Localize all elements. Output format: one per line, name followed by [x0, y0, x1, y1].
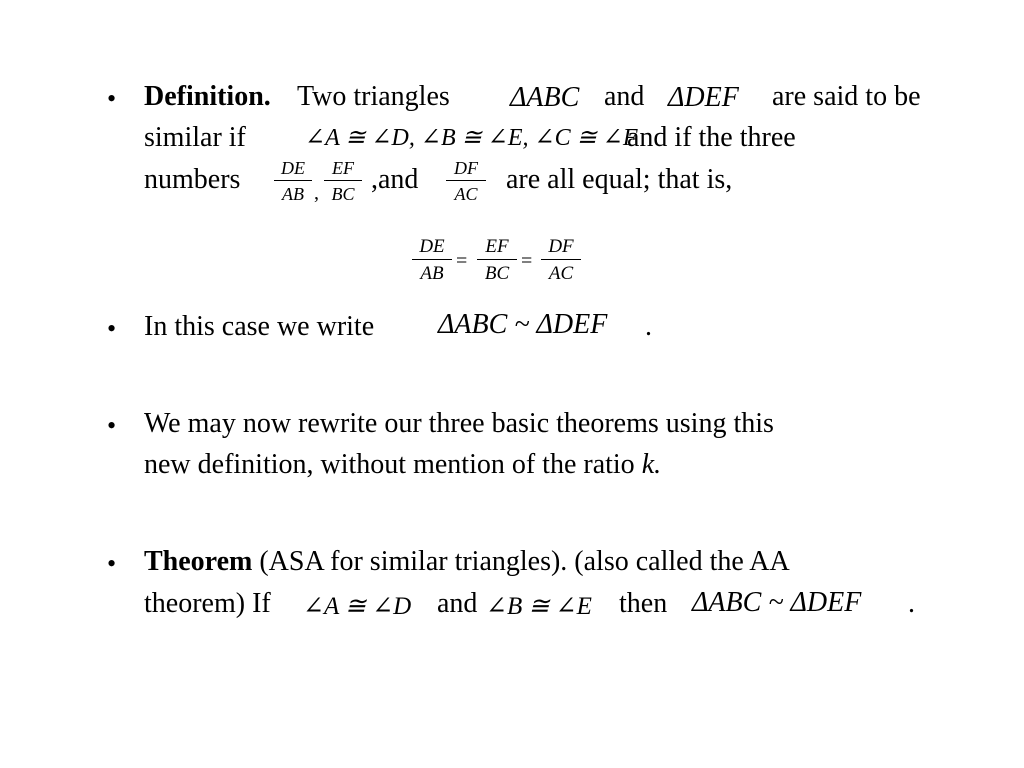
triangle-def: ΔDEF — [668, 82, 739, 113]
definition-text-a: Two triangles — [297, 81, 450, 112]
fraction-bar — [324, 180, 362, 181]
notation-text: In this case we write — [144, 311, 375, 342]
ratio-k: k — [641, 449, 655, 480]
theorem-period: . — [908, 588, 915, 619]
definition-and-2: ,and — [371, 164, 419, 195]
fraction-denominator: BC — [484, 263, 510, 284]
fraction-numerator: EF — [485, 236, 509, 257]
fraction-denominator: AB — [420, 263, 444, 284]
fraction-numerator: EF — [332, 158, 354, 178]
definition-numbers: numbers — [144, 164, 241, 195]
fraction-comma: , — [314, 182, 319, 204]
fraction-denominator: AC — [454, 184, 478, 204]
fraction-bar — [446, 180, 486, 181]
definition-and: and — [604, 81, 645, 112]
bullet-2: • — [107, 314, 117, 343]
equation-fraction-de-ab — [412, 237, 452, 283]
rewrite-text-line-2 — [144, 451, 661, 479]
fraction-denominator: AC — [548, 263, 574, 284]
theorem-label: Theorem — [144, 546, 253, 577]
fraction-numerator: DF — [454, 158, 478, 178]
fraction-numerator: DE — [419, 236, 445, 257]
theorem-line-1-text: (ASA for similar triangles). (also called the AA — [252, 546, 790, 577]
definition-text-e: and if the three — [627, 122, 796, 153]
fraction-numerator: DF — [548, 236, 574, 257]
theorem-line-2-start: theorem) If — [144, 588, 271, 619]
bullet-1: • — [107, 84, 117, 113]
fraction-denominator: BC — [331, 184, 355, 204]
notation-period: . — [645, 311, 652, 342]
triangle-abc: ΔABC — [510, 82, 580, 113]
equation-fraction-ef-bc — [477, 237, 517, 283]
fraction-bar — [274, 180, 312, 181]
angle-a-congruent-d: ∠A ≅ ∠D — [303, 593, 412, 620]
angle-congruences: ∠A ≅ ∠D, ∠B ≅ ∠E, ∠C ≅ ∠F — [305, 125, 638, 151]
definition-text-c: are said to be — [772, 81, 921, 112]
fraction-bar — [541, 259, 581, 260]
equals-sign: = — [456, 250, 468, 272]
fraction-ef-bc — [324, 159, 362, 203]
theorem-then: then — [619, 588, 668, 619]
rewrite-text-line-1: We may now rewrite our three basic theorems using this — [144, 408, 774, 439]
fraction-denominator: AB — [282, 184, 304, 204]
equals-sign: = — [521, 250, 533, 272]
angle-b-congruent-e: ∠B ≅ ∠E — [486, 593, 592, 620]
rewrite-text-line-2-main: new definition, without mention of the ratio — [144, 449, 635, 480]
similarity-notation: ΔABC ~ ΔDEF — [438, 309, 608, 340]
theorem-and: and — [437, 588, 478, 619]
bullet-3: • — [107, 411, 117, 440]
fraction-df-ac — [446, 159, 486, 203]
fraction-numerator: DE — [281, 158, 305, 178]
fraction-bar — [477, 259, 517, 260]
fraction-bar — [412, 259, 452, 260]
equation-fraction-df-ac — [541, 237, 581, 283]
definition-label: Definition. — [144, 81, 271, 112]
definition-similar-if: similar if — [144, 122, 246, 153]
definition-text-h: are all equal; that is, — [506, 164, 733, 195]
fraction-de-ab — [274, 159, 312, 203]
bullet-4: • — [107, 549, 117, 578]
rewrite-period: . — [654, 449, 662, 480]
theorem-similarity: ΔABC ~ ΔDEF — [692, 587, 862, 618]
theorem-line-1 — [144, 548, 790, 576]
